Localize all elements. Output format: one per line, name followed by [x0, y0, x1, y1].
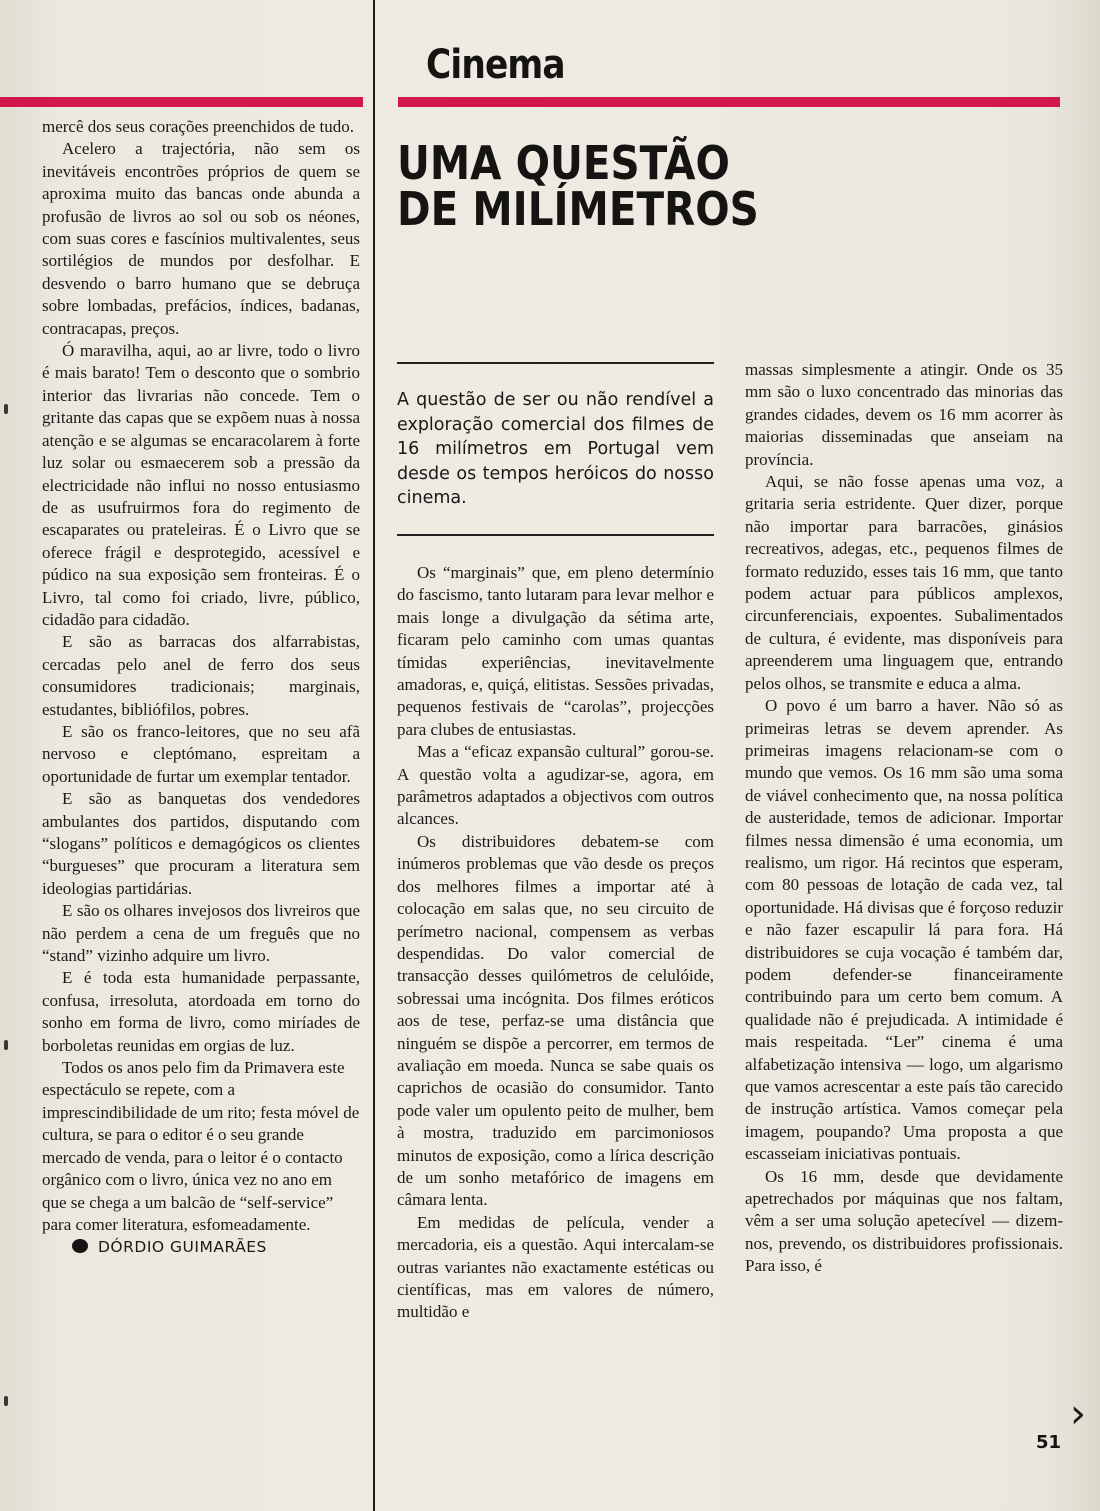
paragraph: Em medidas de película, vender a mercadoria, eis a questão. Aqui intercalam-se outras variantes não exactamente estéticas ou científicas, mas em valores de número, multidão e: [397, 1212, 714, 1322]
paragraph: mercê dos seus corações preenchidos de tudo.: [42, 117, 355, 136]
right-column: [745, 359, 1063, 1278]
section-title: Cinema: [426, 42, 565, 88]
paragraph: Os “marginais” que, em pleno determínio do fascismo, tanto lutaram para levar melhor e mais longe a divulgação da sétima arte, ficaram pelo caminho com umas quantas tímidas experiências, inevitavelmente amadoras, e, quiçá, elitistas. Sessões privadas, pequenos festivais de “carolas”, projecções para clubes de entusiastas.: [397, 563, 714, 739]
right-red-rule: [398, 97, 1060, 107]
lede-top-rule: [397, 362, 714, 364]
paragraph: Os distribuidores debatem-se com inúmeros problemas que vão desde os preços dos melhores filmes a importar até à colocação em salas que, no seu circuito de perímetro nacional, compensem as verbas despendidas. Do valor comercial de transacção desses quilómetros de celulóide, sobressai uma incógnita. Dos filmes eróticos aos de tese, perfaz-se uma distância que ninguém se dispõe a percorrer, em termos de avaliação em moeda. Nunca se sabe quais os caprichos de ocasião do consumidor. Tanto pode valer um opulento peito de mulher, bem à mostra, traduzido em parcimoniosos minutos de exposição, como a lírica descrição de um sonho metafórico de imagens em câmara lenta.: [397, 831, 714, 1210]
end-mark-icon: [72, 1239, 88, 1253]
paragraph: Os 16 mm, desde que devidamente apetrechados por máquinas que nos faltam, vêm a ser uma solução apetecível — dizem-nos, prevendo, os distribuidores profissionais. Para isso, é: [745, 1166, 1063, 1276]
paragraph-text: Todos os anos pelo fim da Primavera este espectáculo se repete, com a imprescindibilidade de um rito; festa móvel de cultura, se para o editor é o seu grande mercado de venda, para o leitor é o contacto orgânico com o livro, única vez no ano em que se chega a um balcão de “self-service” para comer literatura, esfomeadamente.: [42, 1058, 360, 1234]
headline-line-2: DE MILÍMETROS: [397, 182, 759, 236]
paragraph: E são os franco-leitores, que no seu afã nervoso e cleptómano, espreitam a oportunidade de furtar um exemplar tentador.: [42, 721, 360, 786]
paragraph: Mas a “eficaz expansão cultural” gorou-se. A questão volta a agudizar-se, agora, em parâmetros adaptados a objectivos com outros alcances.: [397, 742, 714, 829]
paragraph: Ó maravilha, aqui, ao ar livre, todo o livro é mais barato! Tem o desconto que o sombrio interior das livrarias não concede. Tem o gritante das capas que se expõem nuas à nossa atenção e se algumas se encaracolarem à forte luz solar ou esmaecerem sob a pressão da electricidade não influi no nosso entusiasmo de as usufruirmos fora do regimento de escaparates ou prateleiras. É o Livro que se oferece frágil e desprotegido, acessível e púdico na sua exposição sem fronteiras. É o Livro, tal como foi criado, livre, público, cidadão para cidadão.: [42, 341, 360, 629]
left-column: [42, 116, 360, 1259]
next-page-arrow-icon[interactable]: ›: [1070, 1391, 1086, 1437]
lede-bottom-rule: [397, 534, 714, 536]
article-lede: A questão de ser ou não rendível a exploração comercial dos filmes de 16 milímetros em Portugal vem desde os tempos heróicos do nosso cinema.: [397, 390, 714, 508]
headline-line-1: UMA QUESTÃO: [397, 136, 730, 190]
margin-mark: [4, 1396, 8, 1406]
margin-mark: [4, 1040, 8, 1050]
paragraph: E são as banquetas dos vendedores ambulantes dos partidos, disputando com “slogans” políticos e demagógicos os clientes “burgueses” que procuram a literatura sem ideologias partidárias.: [42, 789, 360, 898]
column-gutter-line: [373, 0, 375, 1511]
page-number: 51: [1036, 1432, 1062, 1453]
article-headline: [397, 136, 759, 236]
paragraph: E é toda esta humanidade perpassante, confusa, irresoluta, atordoada em torno do sonho em forma de livro, como miríades de borboletas reunidas em orgias de luz.: [42, 968, 360, 1055]
author-byline: DÓRDIO GUIMARÃES: [98, 1238, 267, 1257]
margin-mark: [4, 404, 8, 414]
paragraph: Aqui, se não fosse apenas uma voz, a gritaria seria estridente. Quer dizer, porque não importar para barracões, ginásios recreativos, adegas, etc., pequenos filmes de formato reduzido, esses tais 16 mm, que tanto podem actuar para públicos amplexos, circunferenciais, expoentes. Subalimentados de cultura, é evidente, mas disponíveis para apreenderem uma linguagem que, entrando pelos olhos, se transmite e educa a alma.: [745, 472, 1063, 693]
left-red-rule: [0, 97, 363, 107]
paragraph: E são os olhares invejosos dos livreiros que não perdem a cena de um freguês que no “stand” vizinho adquire um livro.: [42, 901, 360, 966]
paragraph: E são as barracas dos alfarrabistas, cercadas pelo anel de ferro dos seus consumidores tradicionais; marginais, estudantes, bibliófilos, pobres.: [42, 632, 360, 719]
paragraph: Acelero a trajectória, não sem os inevitáveis encontrões próprios de quem se aproxima muito das bancas onde abunda a profusão de livros ao sol ou sob os néones, com suas cores e fascínios multivalentes, seus sortilégios de mundos por desfolhar. E desvendo o barro humano que se debruça sobre lombadas, prefácios, índices, badanas, contracapas, preços.: [42, 139, 360, 338]
paragraph: O povo é um barro a haver. Não só as primeiras letras se devem aprender. As primeiras imagens relacionam-se com o mundo que vemos. Os 16 mm são uma soma de viável conhecimento que, na nossa política de austeridade, temos de adicionar. Importar filmes nessa dimensão é uma economia, um realismo, um rigor. Há recintos que esperam, com 80 pessoas de lotação de cada vez, tal oportunidade. Há divisas que é forçoso reduzir e não fazer escapulir lá para fora. Há distribuidores se cuja vocação é também dar, podem defender-se financeiramente contribuindo para um certo bem comum. A qualidade não é prejudicada. A intimidade é mais respeitada. “Ler” cinema é uma alfabetização intensiva — logo, um algarismo que vamos acrescentar a este país tão carecido de instrução artística. Vamos começar pela imagem, poupando? Uma proposta a que escasseiam iniciativas pontuais.: [745, 696, 1063, 1164]
middle-column: [397, 562, 714, 1324]
paragraph: massas simplesmente a atingir. Onde os 35 mm são o luxo concentrado das minorias das grandes cidades, devem os 16 mm acorrer às maiorias disseminadas que anseiam na província.: [745, 360, 1063, 469]
final-paragraph: [42, 1057, 360, 1259]
